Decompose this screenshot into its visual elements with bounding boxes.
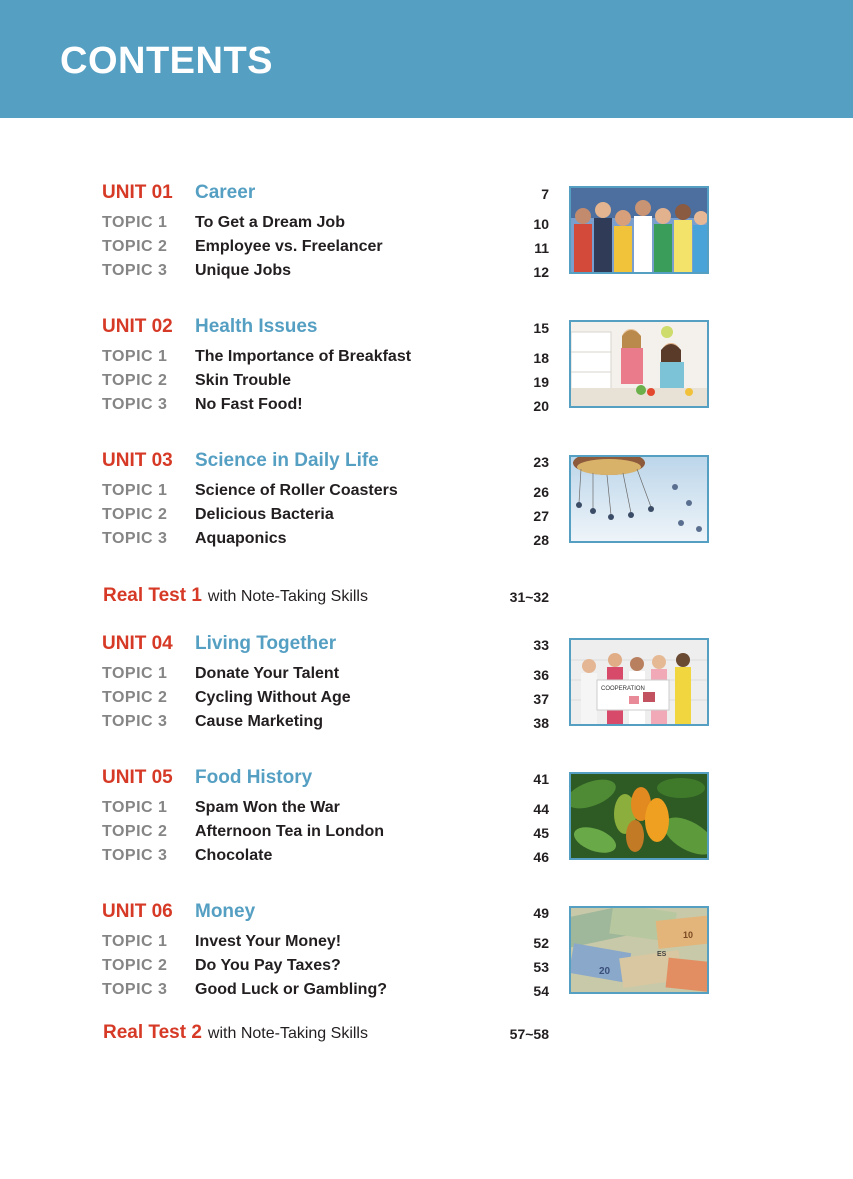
unit-label[interactable]: UNIT 03 (102, 450, 173, 471)
topic-label: TOPIC 1 (102, 214, 168, 231)
unit-page: 33 (533, 637, 549, 653)
topic-title[interactable]: Do You Pay Taxes? (195, 957, 341, 974)
unit-title[interactable]: Living Together (195, 633, 337, 654)
topic-page: 38 (533, 715, 549, 731)
topic-page: 20 (533, 398, 549, 414)
topic-label: TOPIC 3 (102, 713, 168, 730)
topic-label: TOPIC 2 (102, 957, 168, 974)
unit-photo-science (569, 455, 709, 543)
unit-label[interactable]: UNIT 01 (102, 182, 173, 203)
topic-label: TOPIC 2 (102, 823, 168, 840)
unit-label[interactable]: UNIT 04 (102, 633, 173, 654)
topic-page: 27 (533, 508, 549, 524)
topic-title[interactable]: To Get a Dream Job (195, 214, 345, 231)
topic-page: 37 (533, 691, 549, 707)
unit-title[interactable]: Health Issues (195, 316, 318, 337)
topic-title[interactable]: Delicious Bacteria (195, 506, 334, 523)
topic-title[interactable]: Donate Your Talent (195, 665, 340, 682)
real-test-pages: 57~58 (509, 1026, 549, 1042)
topic-title[interactable]: No Fast Food! (195, 396, 303, 413)
topic-title[interactable]: Good Luck or Gambling? (195, 981, 387, 998)
topic-label: TOPIC 3 (102, 530, 168, 547)
topic-page: 28 (533, 532, 549, 548)
topic-label: TOPIC 3 (102, 396, 168, 413)
page-title: CONTENTS (60, 40, 273, 82)
topic-page: 53 (533, 959, 549, 975)
topic-title[interactable]: Aquaponics (195, 530, 287, 547)
unit-title[interactable]: Science in Daily Life (195, 450, 379, 471)
unit-label[interactable]: UNIT 06 (102, 901, 173, 922)
topic-label: TOPIC 2 (102, 506, 168, 523)
banknote-es-text: ES (657, 951, 667, 958)
unit-page: 15 (533, 320, 549, 336)
topic-title[interactable]: Skin Trouble (195, 372, 292, 389)
topic-page: 10 (533, 216, 549, 232)
topic-label: TOPIC 1 (102, 665, 168, 682)
topic-title[interactable]: Employee vs. Freelancer (195, 238, 383, 255)
topic-title[interactable]: Cause Marketing (195, 713, 324, 730)
topic-page: 52 (533, 935, 549, 951)
topic-title[interactable]: Cycling Without Age (195, 689, 351, 706)
unit-title[interactable]: Money (195, 901, 256, 922)
topic-page: 36 (533, 667, 549, 683)
banknote-20-text: 20 (599, 966, 611, 977)
topic-title[interactable]: Afternoon Tea in London (195, 823, 385, 840)
topic-label: TOPIC 1 (102, 482, 168, 499)
unit-photo-health (569, 320, 709, 408)
real-test-pages: 31~32 (509, 589, 549, 605)
topic-page: 19 (533, 374, 549, 390)
topic-title[interactable]: Invest Your Money! (195, 933, 342, 950)
topic-page: 12 (533, 264, 549, 280)
topic-page: 44 (533, 801, 549, 817)
topic-label: TOPIC 1 (102, 348, 168, 365)
real-test-subtitle: with Note-Taking Skills (207, 1025, 368, 1042)
topic-label: TOPIC 3 (102, 847, 168, 864)
topic-title[interactable]: Spam Won the War (195, 799, 340, 816)
topic-label: TOPIC 3 (102, 262, 168, 279)
topic-title[interactable]: Unique Jobs (195, 262, 292, 279)
unit-title[interactable]: Career (195, 182, 256, 203)
cooperation-sign-text: COOPERATION (601, 686, 645, 692)
unit-title[interactable]: Food History (195, 767, 313, 788)
unit-photo-money (569, 906, 709, 994)
contents-header (0, 0, 853, 118)
real-test-title: Real Test 2 (103, 1022, 202, 1043)
topic-label: TOPIC 1 (102, 933, 168, 950)
real-test-label[interactable] (103, 1022, 368, 1044)
real-test-subtitle: with Note-Taking Skills (207, 588, 368, 605)
unit-label[interactable]: UNIT 02 (102, 316, 173, 337)
topic-page: 46 (533, 849, 549, 865)
unit-photo-food-history (569, 772, 709, 860)
unit-label[interactable]: UNIT 05 (102, 767, 173, 788)
real-test-title: Real Test 1 (103, 585, 202, 606)
banknote-10-text: 10 (683, 930, 694, 940)
topic-label: TOPIC 2 (102, 372, 168, 389)
topic-title[interactable]: The Importance of Breakfast (195, 348, 412, 365)
topic-title[interactable]: Science of Roller Coasters (195, 482, 398, 499)
topic-label: TOPIC 3 (102, 981, 168, 998)
topic-label: TOPIC 2 (102, 689, 168, 706)
topic-page: 45 (533, 825, 549, 841)
unit-photo-living-together (569, 638, 709, 726)
topic-page: 26 (533, 484, 549, 500)
unit-page: 49 (533, 905, 549, 921)
real-test-label[interactable] (103, 585, 368, 607)
unit-page: 7 (541, 186, 549, 202)
topic-label: TOPIC 2 (102, 238, 168, 255)
topic-title[interactable]: Chocolate (195, 847, 273, 864)
unit-photo-career (569, 186, 709, 274)
unit-page: 41 (533, 771, 549, 787)
unit-page: 23 (533, 454, 549, 470)
topic-page: 11 (534, 240, 549, 256)
topic-page: 54 (533, 983, 549, 999)
topic-label: TOPIC 1 (102, 799, 168, 816)
topic-page: 18 (533, 350, 549, 366)
